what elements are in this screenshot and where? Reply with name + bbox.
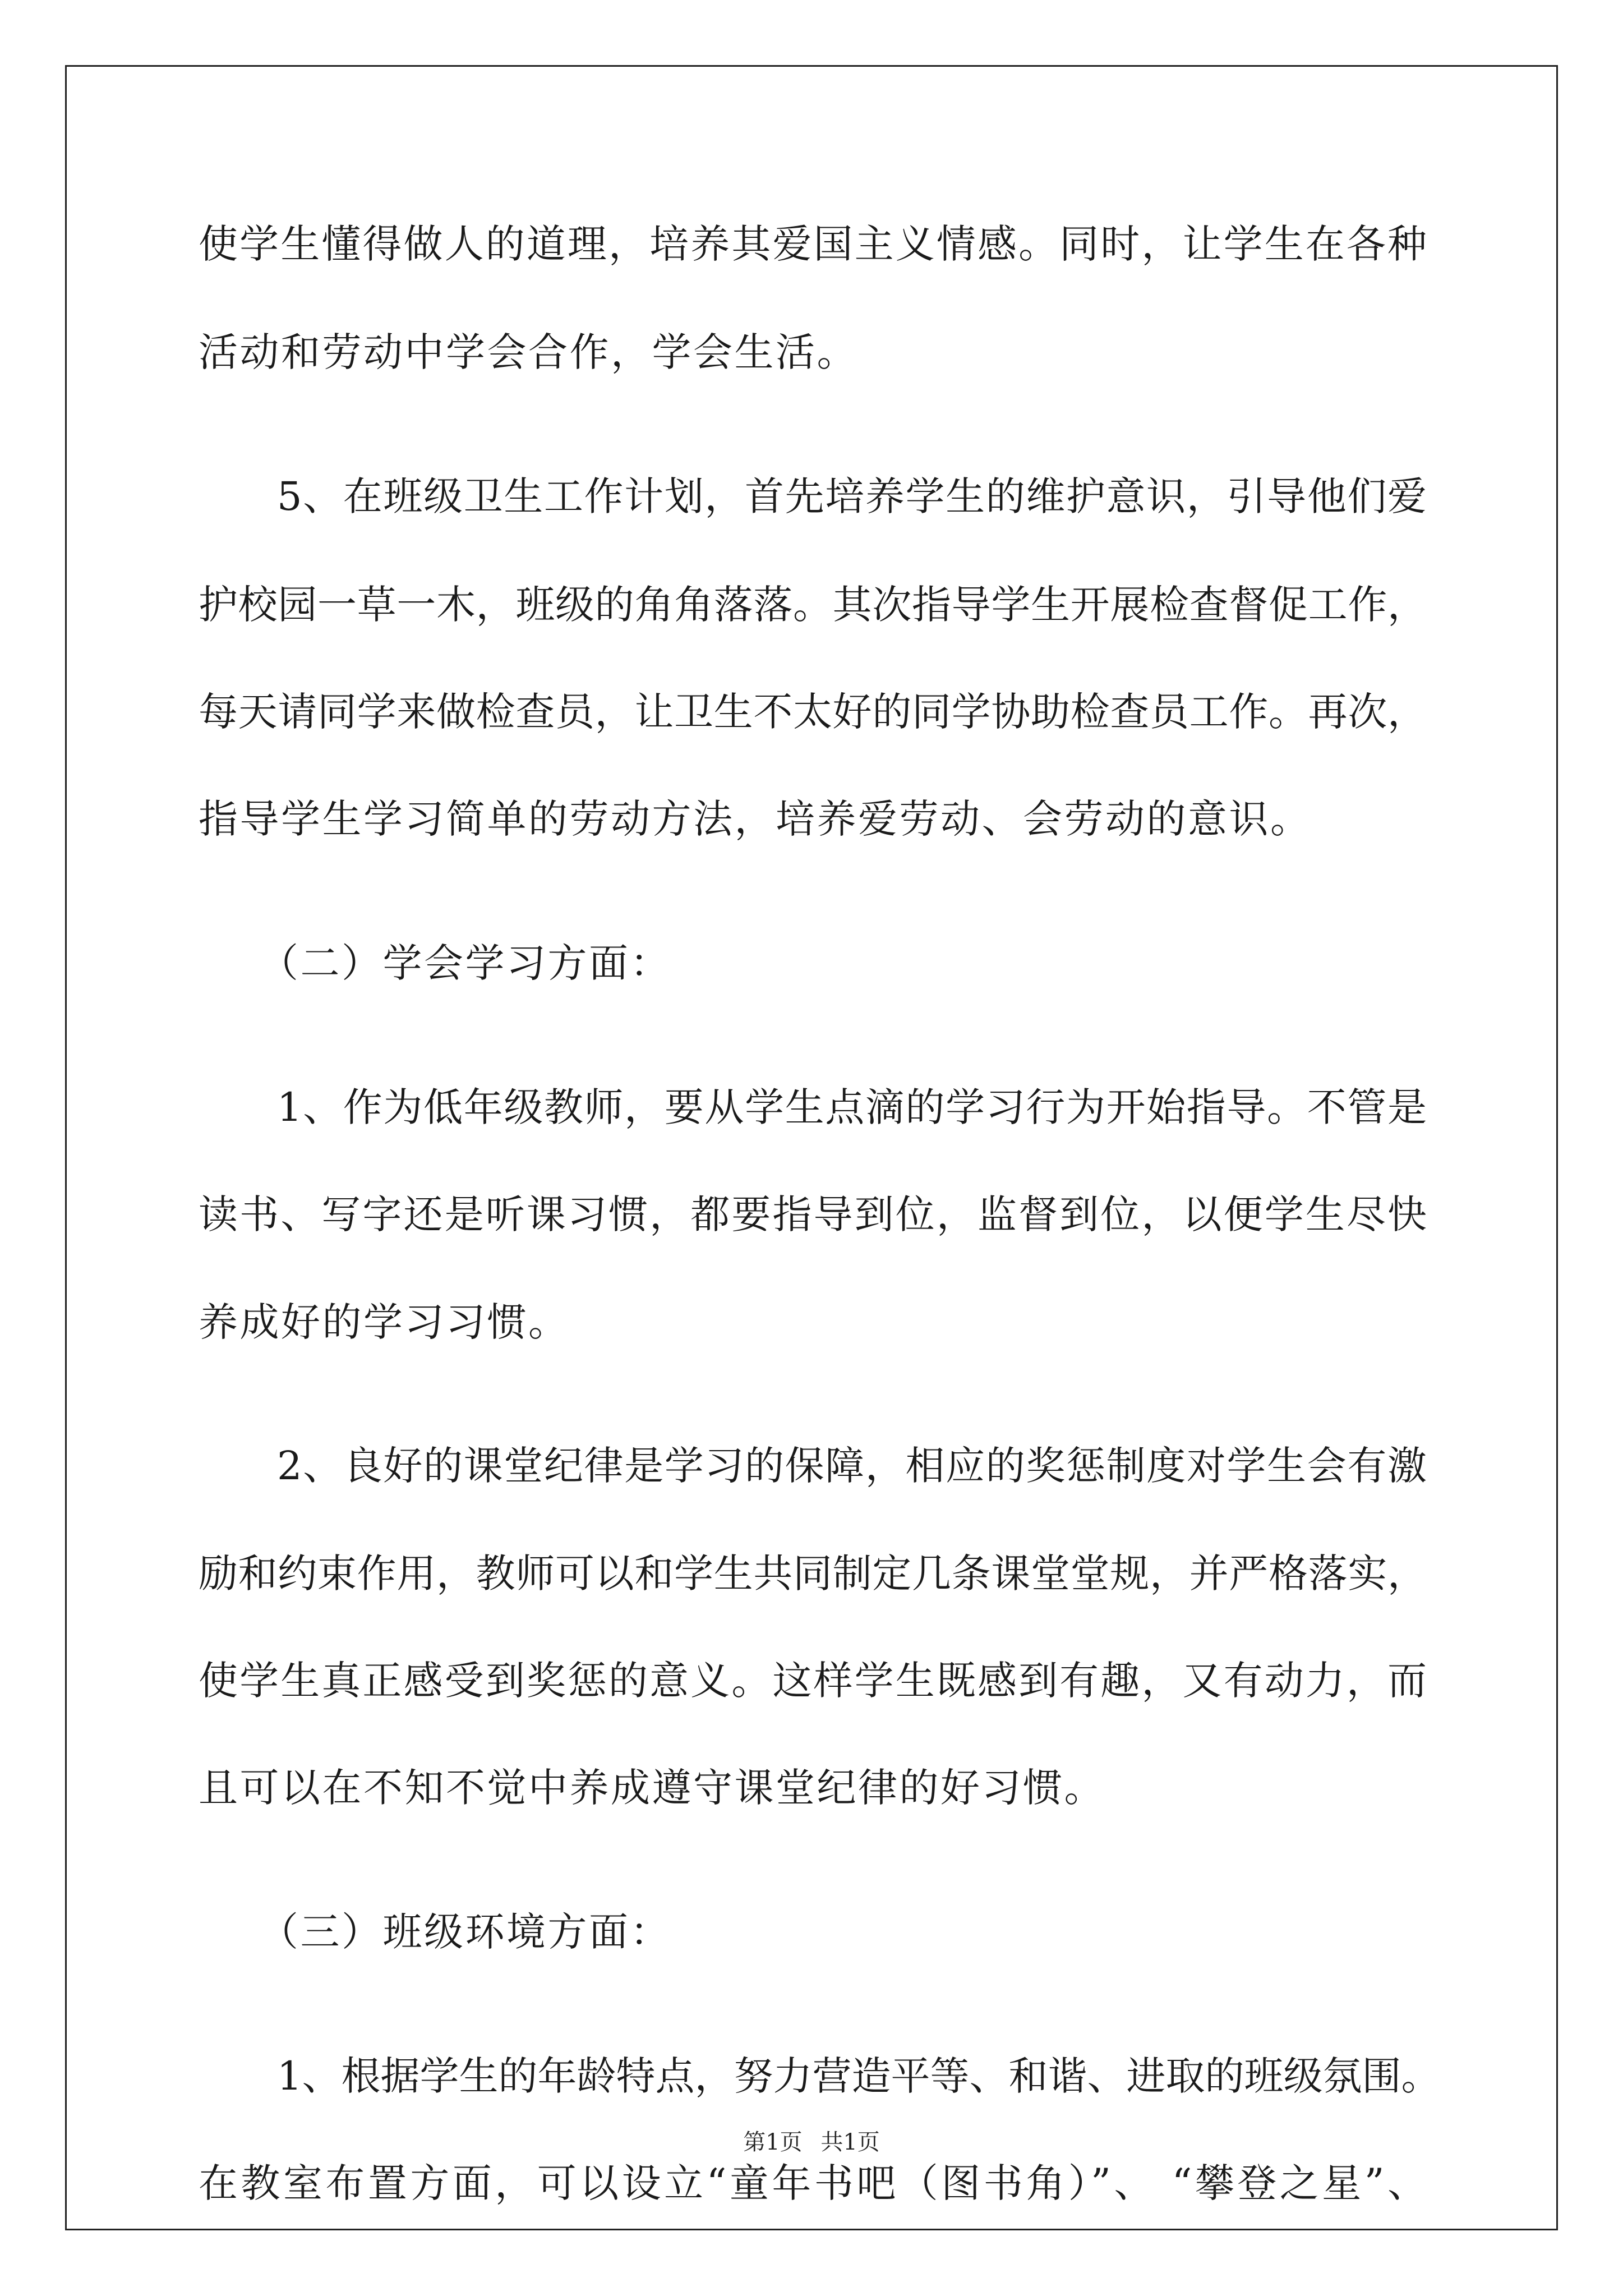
text-line: 1、作为低年级教师，要从学生点滴的学习行为开始指导。不管是 xyxy=(277,1084,1427,1130)
text-line: 且可以在不知不觉中养成遵守课堂纪律的好习惯。 xyxy=(199,1765,1105,1811)
text-line: 励和约束作用，教师可以和学生共同制定几条课堂堂规，并严格落实， xyxy=(199,1550,1427,1596)
text-line: 指导学生学习简单的劳动方法，培养爱劳动、会劳动的意识。 xyxy=(199,796,1312,842)
text-line: 使学生真正感受到奖惩的意义。这样学生既感到有趣，又有动力，而 xyxy=(199,1658,1427,1704)
text-line: 护校园一草一木，班级的角角落落。其次指导学生开展检查督促工作， xyxy=(199,582,1427,628)
text-line: 1、根据学生的年龄特点，努力营造平等、和谐、进取的班级氛围。 xyxy=(277,2053,1441,2099)
text-line: 读书、写字还是听课习惯，都要指导到位，监督到位，以便学生尽快 xyxy=(199,1191,1427,1237)
page-total: 共1页 xyxy=(820,2129,880,2155)
text-line: 2、良好的课堂纪律是学习的保障，相应的奖惩制度对学生会有激 xyxy=(277,1443,1427,1489)
section-heading: （三）班级环境方面： xyxy=(259,1909,671,1955)
text-line: 养成好的学习习惯。 xyxy=(199,1299,570,1345)
text-line: 使学生懂得做人的道理，培养其爱国主义情感。同时，让学生在各种 xyxy=(199,221,1427,267)
page-footer xyxy=(0,2128,1623,2156)
text-line: 活动和劳动中学会合作，学会生活。 xyxy=(199,329,858,375)
section-heading: （二）学会学习方面： xyxy=(259,940,671,986)
text-line: 在教室布置方面，可以设立“童年书吧（图书角）”、 “攀登之星”、 xyxy=(199,2160,1427,2206)
text-line: 5、在班级卫生工作计划，首先培养学生的维护意识，引导他们爱 xyxy=(277,473,1427,519)
page-number: 第1页 xyxy=(743,2129,803,2155)
text-line: 每天请同学来做检查员，让卫生不太好的同学协助检查员工作。再次， xyxy=(199,689,1427,735)
